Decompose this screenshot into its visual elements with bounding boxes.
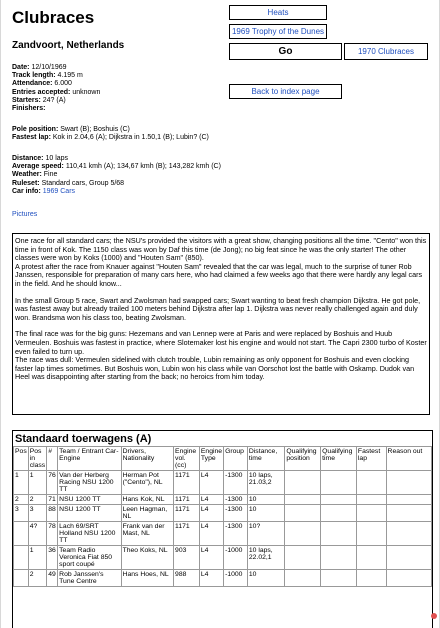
table-cell: 10 laps, 21.03,2 xyxy=(247,471,284,495)
table-cell xyxy=(285,546,321,570)
table-cell xyxy=(321,495,357,505)
table-cell: 1171 xyxy=(174,522,200,546)
info-date: Date: 12/10/1969 xyxy=(12,64,67,71)
table-cell: 1 xyxy=(28,471,46,495)
next-season-link[interactable]: 1970 Clubraces xyxy=(344,43,428,60)
table-cell: Van der Herberg Racing NSU 1200 TT xyxy=(58,471,121,495)
table-cell: 10 xyxy=(247,505,284,522)
table-cell xyxy=(356,522,386,546)
table-cell: Hans Hoes, NL xyxy=(121,570,173,587)
col-qual-time: Qualifying time xyxy=(321,447,357,471)
table-cell: 49 xyxy=(47,570,58,587)
col-group: Group xyxy=(224,447,248,471)
table-cell: 10 xyxy=(247,495,284,505)
pictures-link[interactable]: Pictures xyxy=(12,211,38,218)
table-cell xyxy=(386,522,431,546)
table-cell: -1300 xyxy=(224,471,248,495)
table-cell: 78 xyxy=(47,522,58,546)
table-cell: L4 xyxy=(199,546,223,570)
table-cell: 2 xyxy=(28,570,46,587)
results-table-title: Standaard toerwagens (A) xyxy=(15,433,152,445)
table-row xyxy=(14,546,432,570)
col-distance: Distance, time xyxy=(247,447,284,471)
race-report xyxy=(12,233,430,415)
table-cell xyxy=(285,495,321,505)
back-to-index-link[interactable]: Back to index page xyxy=(229,84,342,99)
table-cell xyxy=(14,570,29,587)
results-body xyxy=(14,471,432,587)
table-cell: 1171 xyxy=(174,471,200,495)
report-paragraph: One race for all standard cars; the NSU's provided the visitors with a great show, changing positions all the time. "Cento" won this time in front of Kok. The 1150 class was won by Daf this time (de Jong); no big feat since he was the only starter! The other classes were won by Koks (1000) and "Houten Sam" (850). xyxy=(15,236,427,263)
table-cell: 2 xyxy=(28,495,46,505)
table-cell: 4? xyxy=(28,522,46,546)
table-cell: 71 xyxy=(48,496,56,503)
report-paragraph: In the small Group 5 race, Swart and Zwolsman had swapped cars; Swart wanting to beat fresh champion Dijkstra. He got pole, was fastest away but already trailed 100 meters behind Dijkstra after lap 1. Dijkstra was never really challenged again and duly won. Brandsma won his class too, beating Zwolsman. xyxy=(15,295,421,322)
table-cell xyxy=(386,546,431,570)
col-engine-type: Engine Type xyxy=(199,447,223,471)
event-info xyxy=(12,64,100,113)
table-cell: L4 xyxy=(199,570,223,587)
table-cell xyxy=(285,505,321,522)
table-cell: 1171 xyxy=(174,495,200,505)
table-cell: 1 xyxy=(28,546,46,570)
table-cell: 3 xyxy=(28,505,46,522)
info-fastest-lap: Fastest lap: Kok in 2.04,6 (A); Dijkstra in 1.50,1 (B); Lubin? (C) xyxy=(12,134,209,142)
table-cell: Theo Koks, NL xyxy=(121,546,173,570)
table-cell: 10 xyxy=(247,570,284,587)
table-cell: 36 xyxy=(47,546,58,570)
col-reason-out: Reason out xyxy=(386,447,431,471)
col-drivers: Drivers, Nationality xyxy=(121,447,173,471)
col-engine-vol: Engine vol. (cc) xyxy=(174,447,200,471)
col-team: Team / Entrant Car- Engine xyxy=(58,447,121,471)
table-cell: 2 xyxy=(14,495,29,505)
table-cell: L4 xyxy=(199,505,223,522)
info-average-speed: Average speed: 110,41 kmh (A); 134,67 kmh (B); 143,282 kmh (C) xyxy=(12,163,221,171)
table-cell xyxy=(386,471,431,495)
table-cell xyxy=(321,522,357,546)
table-cell: Team Radio Veronica Fiat 850 sport coupé xyxy=(58,546,121,570)
table-cell xyxy=(321,505,357,522)
car-info-link[interactable]: 1969 Cars xyxy=(42,187,76,195)
info-distance: Distance: 10 laps xyxy=(12,155,69,162)
table-cell xyxy=(386,570,431,587)
table-cell: 1 xyxy=(14,471,29,495)
info-attendance: Attendance: 6.000 xyxy=(12,80,72,88)
info-starters: Starters: 24? (A) xyxy=(12,96,66,104)
table-header-row xyxy=(14,447,432,471)
info-track-length: Track length: 4.195 m xyxy=(12,72,83,80)
table-cell: L4 xyxy=(199,495,223,505)
results-table-box xyxy=(12,430,433,628)
table-cell: 10 laps, 22.02,1 xyxy=(247,546,284,570)
table-cell: 76 xyxy=(47,471,58,495)
page-title: Clubraces xyxy=(12,8,95,27)
table-cell: -1300 xyxy=(224,505,248,522)
table-cell xyxy=(285,522,321,546)
report-paragraph: A protest after the race from Knauer against "Houten Sam" revealed that the car was legal, much to the surprise of tuner Rob Janssen, responsible for preparation of many cars here, who had claimed a few weeks ago that there were hardly any legal cars in the field. And he should know... xyxy=(15,261,423,288)
report-paragraph: The race was dull: Vermeulen sidelined with clutch trouble, Lubin remaining as only opponent for Boshuis and even clocking faster lap times sometimes. But Boshuis won, Lubin won his class while van Oorschot lost the battle with Oskamp. Dudok van Heel was disappointing after starting from the back; no heroics from him today. xyxy=(15,355,415,382)
table-row xyxy=(14,471,432,495)
table-cell: 88 xyxy=(47,505,58,522)
table-cell: -1300 xyxy=(224,495,248,505)
table-cell xyxy=(356,495,386,505)
table-cell xyxy=(356,546,386,570)
info-ruleset: Ruleset: Standard cars, Group 5/68 xyxy=(12,179,125,187)
page-subtitle: Zandvoort, Netherlands xyxy=(12,40,125,51)
table-cell: L4 xyxy=(199,522,223,546)
info-entries: Entries accepted: unknown xyxy=(12,88,101,96)
table-cell xyxy=(321,471,357,495)
table-row xyxy=(14,495,432,505)
table-cell xyxy=(356,505,386,522)
pole-info xyxy=(12,126,209,142)
info-weather: Weather: Fine xyxy=(12,171,58,179)
table-row xyxy=(14,522,432,546)
results-table xyxy=(13,446,432,587)
table-cell xyxy=(321,570,357,587)
table-cell: L4 xyxy=(199,471,223,495)
info-car-info: Car info: 1969 Cars xyxy=(12,187,76,195)
table-cell xyxy=(386,495,431,505)
report-paragraph: The final race was for the big guns: Hezemans and van Lennep were at Paris and were replaced by Boshuis and Huub Vermeulen. Boshuis was fastest in practice, where Slotemaker lost his engine and would not start. The Capri 2300 turbo of Koster even failed to turn up. xyxy=(15,329,427,356)
table-cell: Lach 69/SRT Holland NSU 1200 TT xyxy=(58,522,121,546)
info-finishers: Finishers: xyxy=(12,105,46,113)
table-cell: 988 xyxy=(174,570,200,587)
table-cell xyxy=(14,546,29,570)
col-fastest-lap: Fastest lap xyxy=(356,447,386,471)
table-cell xyxy=(356,471,386,495)
col-qual-pos: Qualifying position xyxy=(285,447,321,471)
col-pos-in-class: Pos in class xyxy=(29,448,46,469)
table-row xyxy=(14,505,432,522)
go-button[interactable]: Go xyxy=(229,43,342,60)
race-info xyxy=(12,155,221,196)
table-cell: Hans Kok, NL xyxy=(121,495,173,505)
trophy-link[interactable]: 1969 Trophy of the Dunes xyxy=(229,24,327,39)
page-marker-icon xyxy=(431,613,437,619)
table-cell: -1000 xyxy=(224,546,248,570)
table-cell: 903 xyxy=(174,546,200,570)
table-cell: -1300 xyxy=(224,522,248,546)
table-cell: Herman Pot ("Cento"), NL xyxy=(121,471,173,495)
table-cell xyxy=(321,546,357,570)
table-cell: 3 xyxy=(14,505,29,522)
table-cell: Leen Hagman, NL xyxy=(121,505,173,522)
table-cell xyxy=(14,522,29,546)
table-cell: Frank van der Mast, NL xyxy=(121,522,173,546)
col-pos: Pos xyxy=(14,447,29,471)
info-pole: Pole position: Swart (B); Boshuis (C) xyxy=(12,126,130,133)
table-cell xyxy=(356,570,386,587)
table-cell xyxy=(386,505,431,522)
heats-link[interactable]: Heats xyxy=(229,5,327,20)
table-cell xyxy=(285,570,321,587)
table-cell: 10? xyxy=(247,522,284,546)
table-cell: NSU 1200 TT xyxy=(58,505,121,522)
table-cell: NSU 1200 TT xyxy=(58,495,121,505)
table-cell: Rob Janssen's Tune Centre xyxy=(58,570,121,587)
table-cell: 1171 xyxy=(174,505,200,522)
table-cell: -1000 xyxy=(224,570,248,587)
table-cell xyxy=(285,471,321,495)
col-number: # xyxy=(47,447,58,471)
table-row xyxy=(14,570,432,587)
